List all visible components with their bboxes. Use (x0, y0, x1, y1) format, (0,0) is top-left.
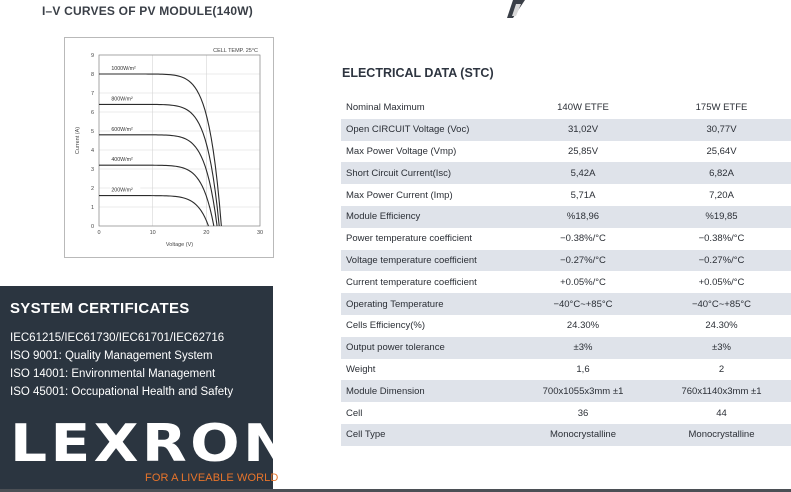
certificate-line: IEC61215/IEC61730/IEC61701/IEC62716 (10, 332, 225, 344)
y-tick-label: 9 (90, 53, 94, 59)
value-175w: 44 (716, 407, 727, 419)
value-140w: −0.27%/°C (514, 250, 652, 272)
value-175w: 6,82A (652, 162, 791, 184)
value-140w: 5,71A (570, 189, 596, 201)
table-row (341, 119, 791, 141)
iv-chart (65, 38, 273, 257)
table-row (341, 380, 791, 402)
table-row (341, 315, 791, 337)
brand-tagline: FOR A LIVEABLE WORLD (145, 472, 279, 484)
value-175w: Monocrystalline (652, 424, 791, 446)
value-175w: −0.27%/°C (652, 250, 791, 272)
certificate-line: ISO 9001: Quality Management System (10, 350, 213, 362)
row-label: Module Dimension (341, 380, 514, 402)
row-label: Current temperature coefficient (346, 276, 477, 288)
value-175w: 760x1140x3mm ±1 (652, 380, 791, 402)
row-label: Open CIRCUIT Voltage (Voc) (341, 119, 514, 141)
series-label: 800W/m² (111, 96, 133, 103)
value-175w: %19,85 (652, 206, 791, 228)
row-label: Weight (346, 363, 376, 375)
table-row (341, 141, 791, 163)
iv-chart-frame (64, 37, 274, 258)
value-175w: ±3% (652, 337, 791, 359)
series-label: 1000W/m² (111, 66, 136, 72)
value-175w: −40°C~+85°C (652, 293, 791, 315)
row-label: Voltage temperature coefficient (341, 250, 514, 272)
value-140w: 31,02V (514, 119, 652, 141)
y-tick-label: 1 (90, 205, 94, 211)
value-140w: ±3% (514, 337, 652, 359)
certificate-line: ISO 45001: Occupational Health and Safety (10, 386, 234, 398)
certificates-title: SYSTEM CERTIFICATES (10, 300, 190, 317)
value-175w: 30,77V (652, 119, 791, 141)
x-tick-label: 0 (97, 230, 101, 236)
value-140w: %18,96 (514, 206, 652, 228)
y-tick-label: 3 (90, 167, 94, 173)
value-140w: 24.30% (566, 320, 600, 332)
row-label: Cell Type (341, 424, 514, 446)
value-140w: +0.05%/°C (560, 276, 606, 288)
electrical-data-table (341, 97, 791, 446)
table-row (341, 293, 791, 315)
value-140w: 140W ETFE (557, 102, 609, 114)
row-label: Short Circuit Current(Isc) (341, 162, 514, 184)
y-tick-label: 8 (90, 72, 94, 78)
row-label: Power temperature coefficient (346, 233, 473, 245)
table-row (341, 337, 791, 359)
y-tick-label: 5 (90, 129, 94, 135)
table-row (341, 271, 791, 293)
series-label: 200W/m² (111, 187, 133, 194)
x-tick-label: 10 (149, 230, 156, 236)
table-row (341, 184, 791, 206)
table-row (341, 162, 791, 184)
table-row (341, 97, 791, 119)
row-label: Module Efficiency (341, 206, 514, 228)
y-tick-label: 6 (90, 110, 94, 116)
value-140w: 700x1055x3mm ±1 (514, 380, 652, 402)
value-140w: −0.38%/°C (560, 233, 606, 245)
value-175w: 25,64V (706, 145, 737, 157)
x-tick-label: 30 (256, 230, 264, 236)
series-label: 400W/m² (111, 157, 133, 164)
certificate-line: ISO 14001: Environmental Management (10, 368, 216, 380)
iv-curves-title: I–V CURVES OF PV MODULE(140W) (42, 4, 253, 18)
table-row (341, 250, 791, 272)
table-row (341, 228, 791, 250)
y-tick-label: 2 (90, 186, 94, 192)
brand-logo: LEXRON (10, 414, 296, 474)
row-label: Max Power Voltage (Vmp) (346, 145, 457, 157)
table-row (341, 402, 791, 424)
value-140w: −40°C~+85°C (514, 293, 652, 315)
value-175w: 24.30% (705, 320, 738, 332)
value-140w: 5,42A (514, 162, 652, 184)
electrical-data-title: ELECTRICAL DATA (STC) (342, 66, 494, 80)
row-label: Cell (346, 407, 363, 419)
y-axis-label: Current (A) (75, 126, 81, 155)
row-label: Operating Temperature (341, 293, 514, 315)
table-row (341, 424, 791, 446)
value-175w: +0.05%/°C (698, 276, 745, 288)
y-tick-label: 0 (90, 224, 94, 230)
value-175w: −0.38%/°C (698, 233, 745, 245)
value-140w: 1,6 (576, 363, 590, 375)
value-175w: 7,20A (709, 189, 734, 201)
iv-curve (99, 196, 208, 226)
row-label: Max Power Current (Imp) (346, 189, 453, 201)
plot-area (99, 55, 260, 226)
table-row (341, 359, 791, 381)
row-label: Nominal Maximum (346, 102, 425, 114)
x-tick-label: 20 (203, 230, 210, 236)
value-175w: 175W ETFE (695, 102, 748, 114)
panel-image-fragment (505, 0, 527, 18)
value-175w: 2 (718, 363, 725, 375)
row-label: Output power tolerance (341, 337, 514, 359)
y-tick-label: 7 (90, 91, 94, 97)
row-label: Cells Efficiency(%) (346, 320, 426, 332)
chart-annotation: CELL TEMP. 25°C (213, 48, 258, 54)
table-row (341, 206, 791, 228)
value-140w: 25,85V (567, 145, 599, 157)
x-axis-label: Voltage (V) (165, 242, 194, 248)
series-label: 600W/m² (111, 126, 133, 133)
value-140w: Monocrystalline (514, 424, 652, 446)
value-140w: 36 (577, 407, 589, 419)
y-tick-label: 4 (90, 148, 94, 154)
